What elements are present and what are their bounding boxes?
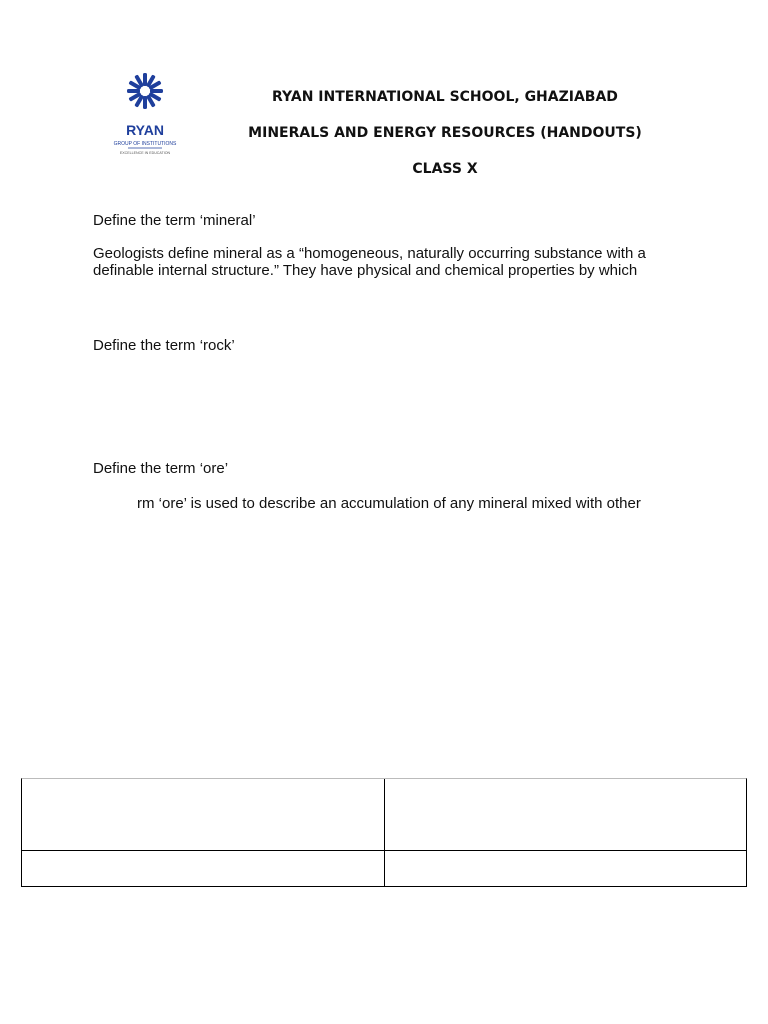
question-ore: Define the term ‘ore’ <box>93 460 229 477</box>
answer-mineral-line-1: Geologists define mineral as a “homogeneous, naturally occurring substance with a <box>93 245 646 262</box>
logo-motto: EXCELLENCE IN EDUCATION <box>119 151 171 155</box>
logo-name: RYAN <box>126 122 164 138</box>
logo-tagline: GROUP OF INSTITUTIONS <box>113 141 177 147</box>
table-cell <box>21 850 385 887</box>
school-name: RYAN INTERNATIONAL SCHOOL, GHAZIABAD <box>272 89 618 105</box>
table-cell <box>21 778 385 851</box>
answer-ore: rm ‘ore’ is used to describe an accumulation of any mineral mixed with other <box>137 495 641 512</box>
table-cell <box>384 778 747 851</box>
class-label: CLASS X <box>412 161 478 177</box>
blank-table <box>21 778 747 887</box>
document-title: MINERALS AND ENERGY RESOURCES (HANDOUTS) <box>248 125 642 141</box>
sunburst-icon <box>127 73 163 109</box>
table-cell <box>384 850 747 887</box>
answer-mineral-line-2: definable internal structure.” They have physical and chemical properties by which <box>93 262 638 279</box>
answer-mineral <box>93 245 693 279</box>
school-logo <box>106 64 206 160</box>
question-rock: Define the term ‘rock’ <box>93 337 235 354</box>
question-mineral: Define the term ‘mineral’ <box>93 212 256 229</box>
